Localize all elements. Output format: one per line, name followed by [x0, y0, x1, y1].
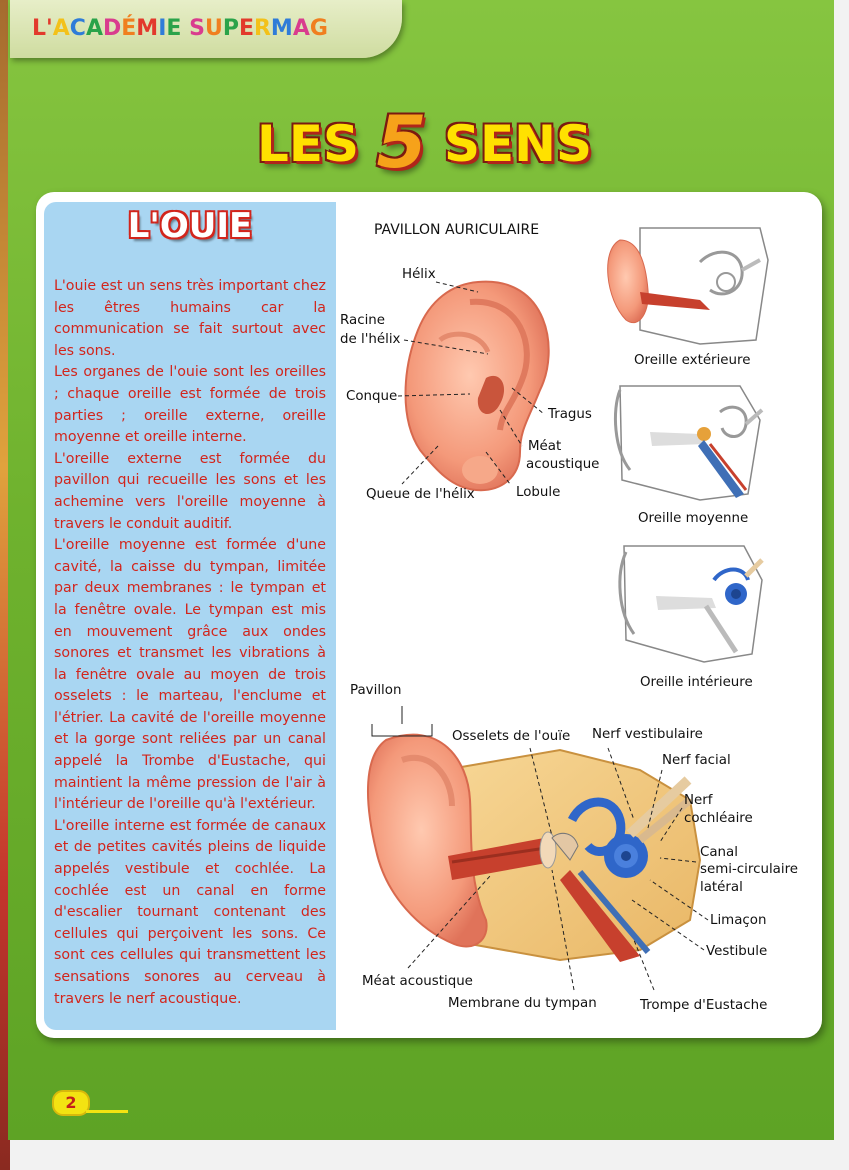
brand-logo: L'ACADÉMIE SUPERMAG — [32, 16, 328, 41]
paragraph: L'ouie est un sens très important chez les êtres humains car la communication se fait surtout avec les sons. — [54, 278, 326, 359]
section-title: L'OUIE — [127, 206, 253, 246]
label-helix: Hélix — [402, 267, 436, 282]
label-lobule: Lobule — [516, 485, 561, 500]
paragraph: L'oreille externe est formée du pavillon qui recueille les sons et les achemine vers l'oreille moyenne à travers le conduit auditif. — [54, 450, 326, 532]
caption-moyenne: Oreille moyenne — [638, 511, 749, 526]
paragraph: Les organes de l'ouie sont les oreilles ; chaque oreille est formée de trois parties ; oreille externe, oreille moyenne et oreille interne. — [54, 364, 326, 446]
label-membrane: Membrane du tympan — [448, 996, 597, 1011]
label-racine-2: de l'hélix — [340, 332, 401, 347]
caption-interieure: Oreille intérieure — [640, 675, 753, 690]
ear-section-exterieure — [608, 228, 768, 344]
label-conque: Conque — [346, 389, 398, 404]
paragraph: L'oreille interne est formée de canaux et de petites cavités pleins de liquide appelés vestibule et cochlée. La cochlée est un canal en forme d'escalier tournant contenant des cellules qui perçoivent les sons. Ce sont ces cellules qui transmettent les sensations sonores au cerveau à travers le nerf acoustique. — [54, 817, 326, 1007]
label-queue: Queue de l'hélix — [366, 487, 475, 502]
page-number: 2 — [52, 1090, 90, 1116]
label-meat-acoustique: Méat acoustique — [362, 974, 473, 989]
label-pavillon: Pavillon — [350, 683, 402, 698]
label-nerf-cochleaire: Nerf — [684, 793, 713, 808]
label-osselets: Osselets de l'ouïe — [452, 729, 571, 744]
caption-exterieure: Oreille extérieure — [634, 353, 751, 368]
label-canal-3: latéral — [700, 880, 743, 895]
paragraph: L'oreille moyenne est formée d'une cavité, la caisse du tympan, limitée par deux membranes : le tympan et la fenêtre ovale. Le tympan est mis en mouvement grâce aux ondes sonores et transmet les vibrations à la fenêtre ovale au moyen de trois osselets : le marteau, l'enclume et l'étrier. La cavité de l'oreille moyenne et la gorge sont reliées par un canal appelé la Trombe d'Eustache, qui maintient la même pression de l'air à l'intérieur de l'oreille qu'à l'extérieur. — [54, 537, 326, 813]
label-meat-2: acoustique — [526, 457, 600, 472]
page-number-rule — [86, 1110, 128, 1113]
pavillon-heading: PAVILLON AURICULAIRE — [374, 222, 540, 238]
label-tragus: Tragus — [548, 407, 592, 422]
label-racine: Racine — [340, 313, 386, 328]
label-nerf-vestibulaire: Nerf vestibulaire — [592, 727, 703, 742]
label-trompe: Trompe d'Eustache — [640, 998, 768, 1013]
label-limacon: Limaçon — [710, 913, 767, 928]
ear-section-interieure — [620, 546, 762, 662]
label-nerf-cochleaire-2: cochléaire — [684, 811, 753, 826]
ear-cross-section — [368, 735, 700, 962]
label-meat: Méat — [528, 439, 562, 454]
label-canal-2: semi-circulaire — [700, 862, 799, 877]
label-nerf-facial: Nerf facial — [662, 753, 731, 768]
ear-section-moyenne — [615, 386, 762, 500]
label-canal: Canal — [700, 845, 738, 860]
label-vestibule: Vestibule — [706, 944, 768, 959]
page-title: LES 5 SENS — [256, 100, 592, 184]
